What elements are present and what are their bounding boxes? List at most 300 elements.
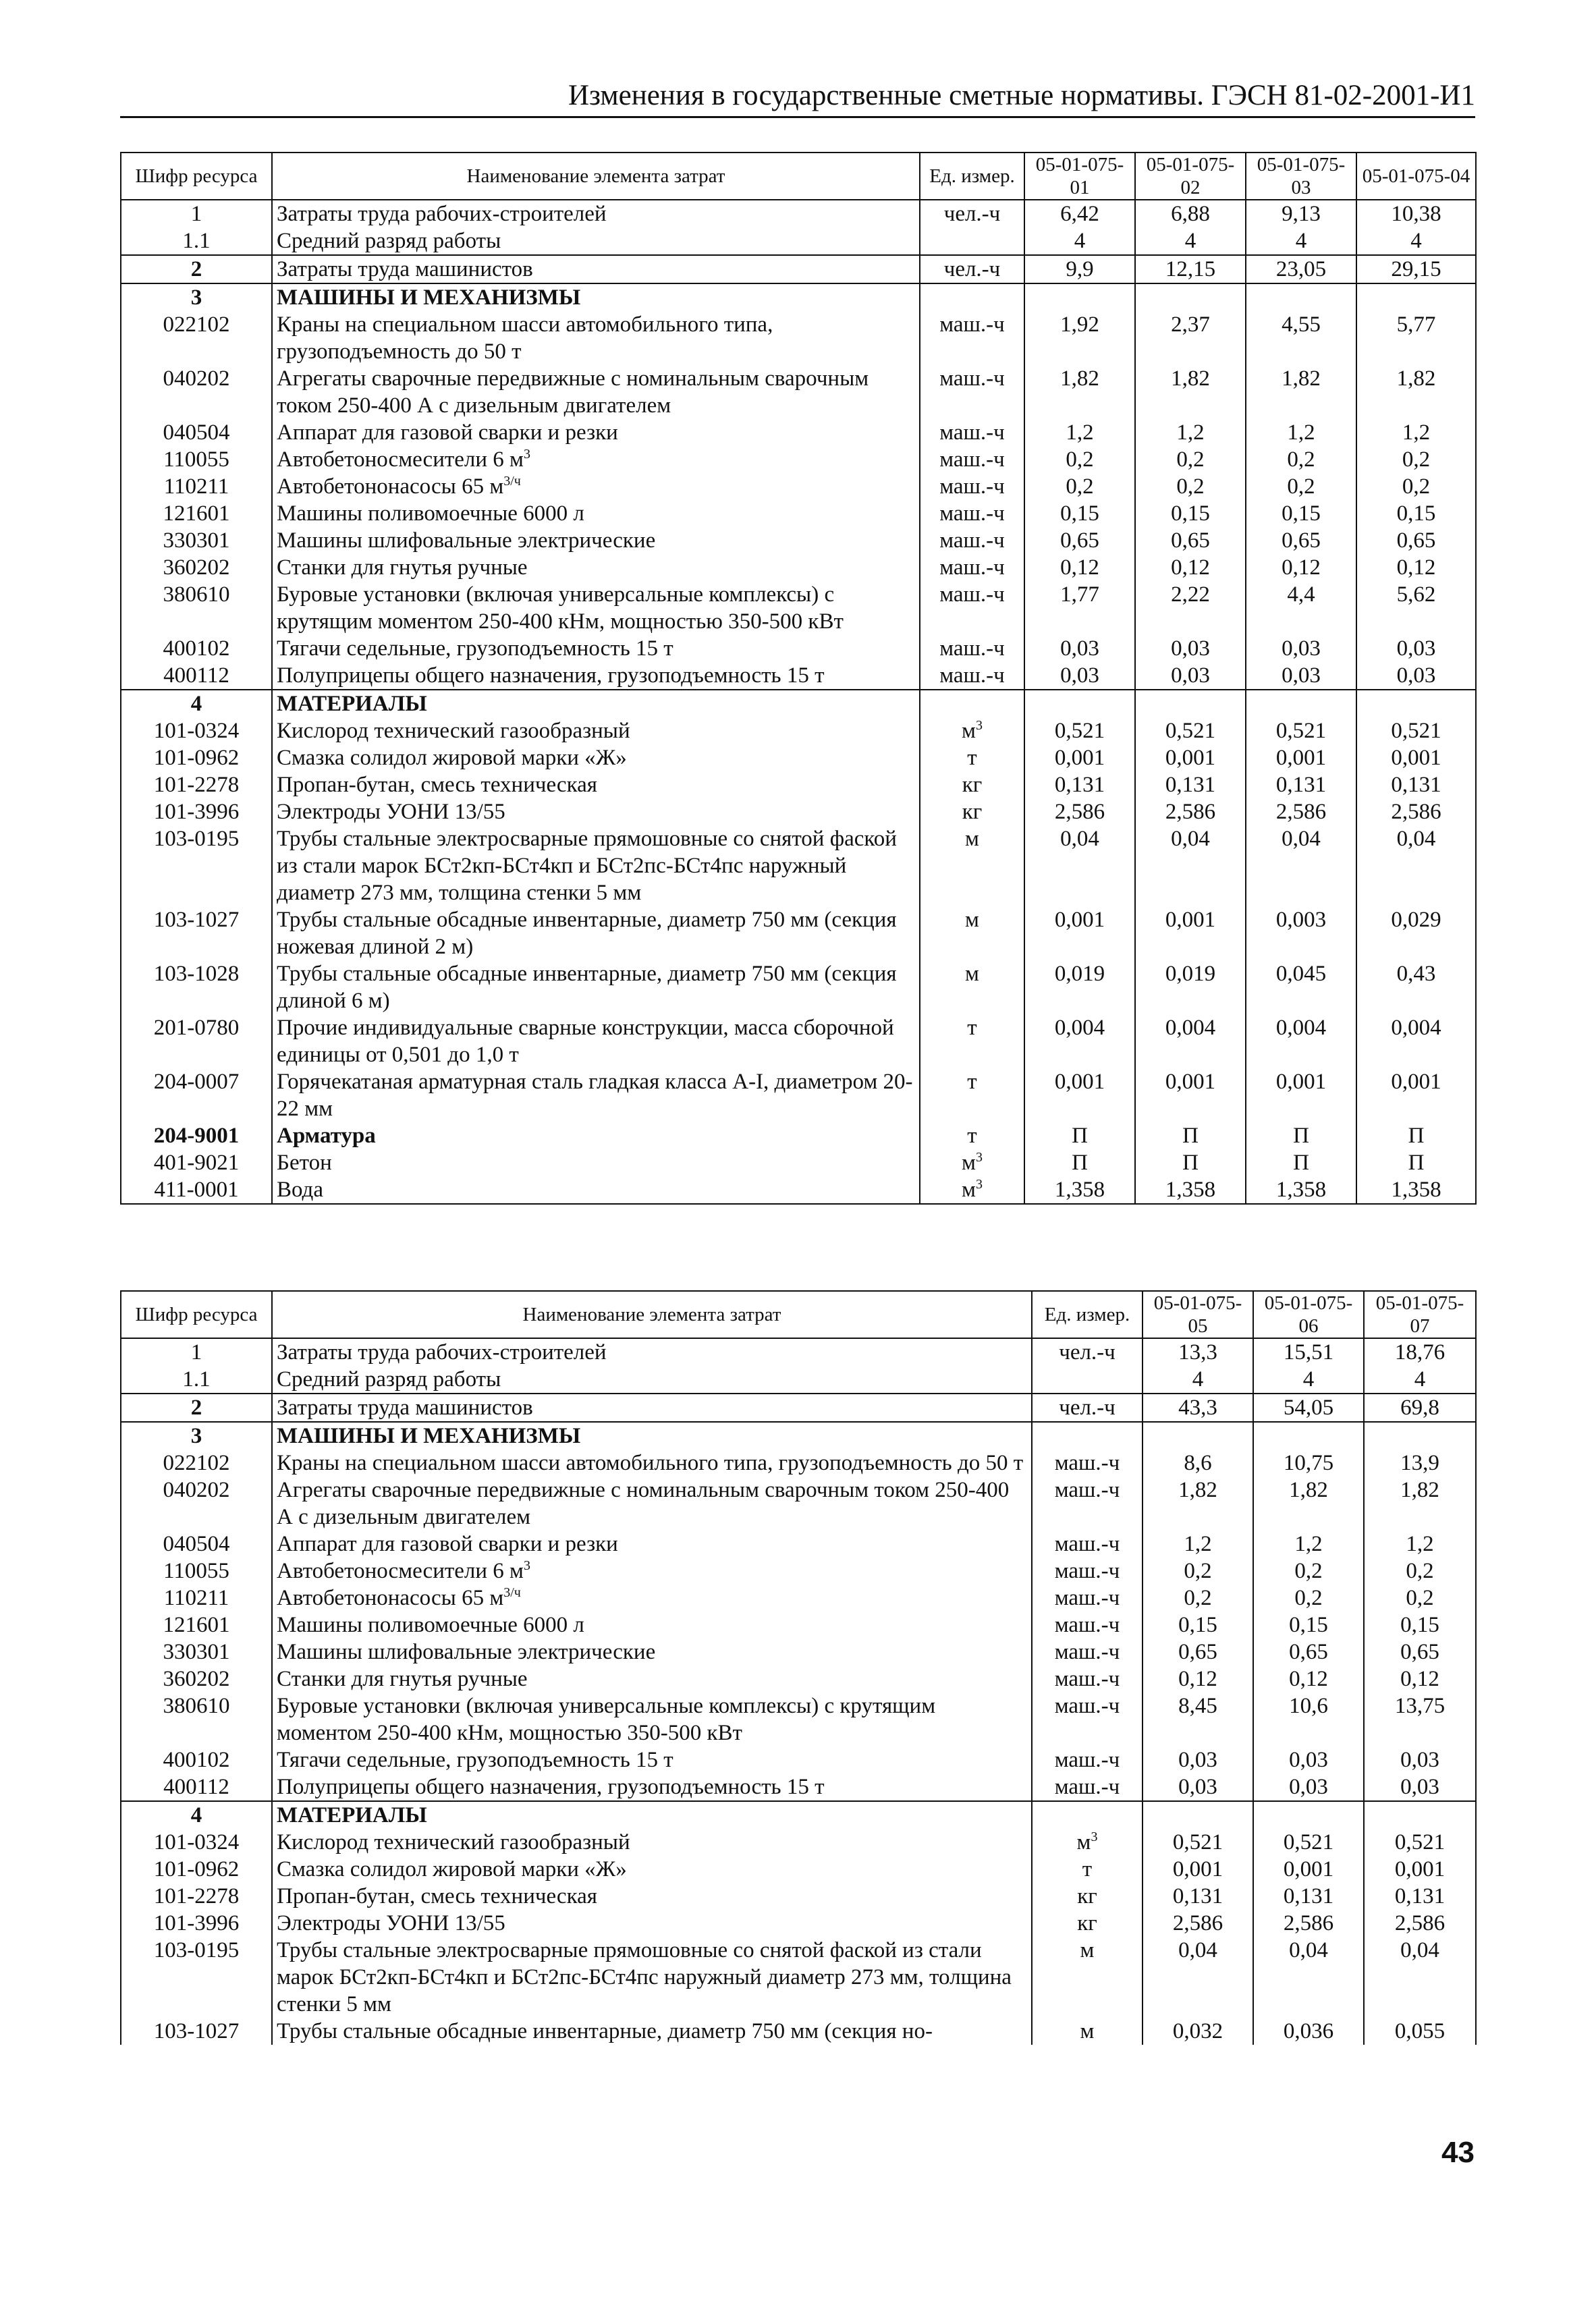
cell-code: 330301: [121, 1639, 272, 1666]
cell-value: 1,82: [1356, 365, 1476, 419]
table-row: [121, 1068, 1476, 1122]
cell-unit: м: [920, 960, 1024, 1014]
cell-unit: маш.-ч: [920, 554, 1024, 581]
cell-value: 0,019: [1135, 960, 1246, 1014]
cell-code: 1: [121, 200, 272, 227]
cell-code: 110055: [121, 1558, 272, 1585]
table-row: [121, 825, 1476, 906]
cell-code: 201-0780: [121, 1014, 272, 1068]
table-row: [121, 554, 1476, 581]
cell-code: 380610: [121, 581, 272, 635]
cell-unit: маш.-ч: [1032, 1773, 1143, 1801]
cell-value: 0,131: [1364, 1883, 1476, 1910]
cell-code: 204-0007: [121, 1068, 272, 1122]
cell-value: 0,12: [1024, 554, 1135, 581]
cell-value: 2,586: [1253, 1910, 1364, 1937]
cell-value: 5,62: [1356, 581, 1476, 635]
cell-value: 1,82: [1253, 1477, 1364, 1531]
cell-code: 101-0324: [121, 717, 272, 744]
table-row: [121, 1122, 1476, 1149]
cell-value: 0,001: [1135, 1068, 1246, 1122]
superscript: 3/ч: [503, 474, 521, 489]
cell-value: 0,019: [1024, 960, 1135, 1014]
table-row: [121, 1692, 1476, 1746]
cell-value: 2,586: [1356, 798, 1476, 825]
cell-code: 101-3996: [121, 1910, 272, 1937]
cell-value: 0,055: [1364, 2018, 1476, 2045]
col-header-norm: 05-01-075-03: [1246, 153, 1356, 200]
cell-name: Бетон: [272, 1149, 920, 1176]
cell-value: 6,42: [1024, 200, 1135, 227]
cell-value: 0,003: [1246, 906, 1356, 960]
cell-value: 0,15: [1246, 500, 1356, 527]
cell-value: 0,12: [1253, 1666, 1364, 1692]
cell-name: Краны на специальном шасси автомобильного типа, грузоподъемность до 50 т: [272, 311, 920, 365]
cell-code: 110055: [121, 446, 272, 473]
cell-unit: маш.-ч: [920, 635, 1024, 662]
table-row: [121, 717, 1476, 744]
table-row: [121, 798, 1476, 825]
cell-unit: т: [920, 1014, 1024, 1068]
superscript: 3/ч: [503, 1585, 521, 1600]
cell-code: 400112: [121, 662, 272, 690]
table-row: [121, 1746, 1476, 1773]
table-row: [121, 1450, 1476, 1477]
cell-value: 4: [1356, 227, 1476, 255]
superscript: 3: [975, 718, 983, 733]
cell-unit: кг: [920, 771, 1024, 798]
cell-code: 4: [121, 1801, 272, 1829]
cell-value: 0,04: [1135, 825, 1246, 906]
cell-code: 040202: [121, 1477, 272, 1531]
cell-name: Затраты труда машинистов: [272, 255, 920, 283]
cell-unit: кг: [1032, 1910, 1143, 1937]
table-row: [121, 1014, 1476, 1068]
superscript: 3: [1091, 1829, 1098, 1844]
cell-value: 0,001: [1024, 744, 1135, 771]
table-row: [121, 500, 1476, 527]
cell-value: 13,3: [1143, 1338, 1253, 1366]
cell-value: 1,82: [1135, 365, 1246, 419]
table-row: [121, 906, 1476, 960]
superscript: 3: [523, 1558, 530, 1573]
cell-value: 0,521: [1253, 1829, 1364, 1856]
cell-value: 9,13: [1246, 200, 1356, 227]
cell-value: 0,12: [1356, 554, 1476, 581]
cell-unit-text: м: [1076, 1830, 1091, 1854]
cell-value: 0,2: [1356, 473, 1476, 500]
col-header-code: Шифр ресурса: [121, 1291, 272, 1338]
cell-value: 0,2: [1364, 1558, 1476, 1585]
cell-value: 0,2: [1135, 473, 1246, 500]
cell-name: Кислород технический газообразный: [272, 1829, 1032, 1856]
cell-value: 69,8: [1364, 1394, 1476, 1422]
cell-value: 10,75: [1253, 1450, 1364, 1477]
cell-value: 0,04: [1253, 1937, 1364, 2018]
cell-value: 0,04: [1364, 1937, 1476, 2018]
cell-value: 0,15: [1356, 500, 1476, 527]
cell-value: 0,12: [1364, 1666, 1476, 1692]
cell-unit: кг: [920, 798, 1024, 825]
cell-name: Машины шлифовальные электрические: [272, 1639, 1032, 1666]
cell-value: 8,6: [1143, 1450, 1253, 1477]
cell-value: 4: [1253, 1366, 1364, 1394]
cell-value: 2,586: [1024, 798, 1135, 825]
cell-name: Машины поливомоечные 6000 л: [272, 500, 920, 527]
cell-name: Затраты труда рабочих-строителей: [272, 1338, 1032, 1366]
table-row: [121, 1558, 1476, 1585]
cell-code: 103-1027: [121, 2018, 272, 2045]
cell-name: Станки для гнутья ручные: [272, 1666, 1032, 1692]
cell-value: 0,2: [1143, 1585, 1253, 1612]
resource-table-2: [120, 1290, 1477, 2045]
cell-value: 0,03: [1135, 662, 1246, 690]
table-row: [121, 1910, 1476, 1937]
cell-value: 43,3: [1143, 1394, 1253, 1422]
cell-code: 103-0195: [121, 1937, 272, 2018]
cell-name-text: Автобетононасосы 65 м: [277, 474, 504, 499]
section-title: МАТЕРИАЛЫ: [272, 690, 920, 717]
cell-value: 12,15: [1135, 255, 1246, 283]
table-row: [121, 1394, 1476, 1422]
cell-value: 0,03: [1364, 1746, 1476, 1773]
section-title: МАШИНЫ И МЕХАНИЗМЫ: [272, 1422, 1032, 1450]
table-row: [121, 1176, 1476, 1204]
cell-value: 0,004: [1356, 1014, 1476, 1068]
cell-name: Электроды УОНИ 13/55: [272, 798, 920, 825]
cell-code: 040202: [121, 365, 272, 419]
cell-code: 4: [121, 690, 272, 717]
cell-unit: маш.-ч: [920, 473, 1024, 500]
cell-unit-text: м: [962, 719, 976, 743]
cell-name: Агрегаты сварочные передвижные с номинальным сварочным током 250-400 А с дизельным двигателем: [272, 365, 920, 419]
cell-unit: м: [1032, 2018, 1143, 2045]
cell-value: 0,521: [1364, 1829, 1476, 1856]
cell-value: 0,004: [1246, 1014, 1356, 1068]
superscript: 3: [975, 1150, 983, 1165]
cell-value: 1,82: [1143, 1477, 1253, 1531]
table-row: [121, 744, 1476, 771]
cell-name: Трубы стальные электросварные прямошовные со снятой фаской из стали марок БСт2кп-БСт4кп и БСт2пс-БСт4пс наружный диаметр 273 мм, толщина стенки 5 мм: [272, 825, 920, 906]
section-heading-row: [121, 1422, 1476, 1450]
cell-value: 0,004: [1135, 1014, 1246, 1068]
cell-value: 1,82: [1364, 1477, 1476, 1531]
cell-value: 4: [1135, 227, 1246, 255]
cell-code: 121601: [121, 1612, 272, 1639]
col-header-norm: 05-01-075-02: [1135, 153, 1246, 200]
cell-name: Затраты труда рабочих-строителей: [272, 200, 920, 227]
cell-value: 0,03: [1364, 1773, 1476, 1801]
col-header-name: Наименование элемента затрат: [272, 1291, 1032, 1338]
cell-unit-text: м: [962, 1178, 976, 1202]
cell-value: 10,38: [1356, 200, 1476, 227]
cell-name-text: Автобетоносмесители 6 м: [277, 447, 524, 472]
table-row: [121, 1829, 1476, 1856]
cell-code: 380610: [121, 1692, 272, 1746]
cell-value: 1,2: [1024, 419, 1135, 446]
cell-unit: маш.-ч: [920, 311, 1024, 365]
cell-unit: т: [920, 1068, 1024, 1122]
cell-value: 0,032: [1143, 2018, 1253, 2045]
col-header-norm: 05-01-075-04: [1356, 153, 1476, 200]
table-row: [121, 635, 1476, 662]
cell-value: 1,2: [1356, 419, 1476, 446]
cell-value: 1,2: [1364, 1531, 1476, 1558]
cell-name: [272, 1585, 1032, 1612]
cell-name: Средний разряд работы: [272, 1366, 1032, 1394]
cell-unit: [920, 717, 1024, 744]
cell-value: 0,521: [1135, 717, 1246, 744]
cell-name: Полуприцепы общего назначения, грузоподъемность 15 т: [272, 1773, 1032, 1801]
cell-value: 0,03: [1356, 662, 1476, 690]
cell-value: П: [1246, 1149, 1356, 1176]
table-header-row: [121, 1291, 1476, 1338]
cell-name: Смазка солидол жировой марки «Ж»: [272, 744, 920, 771]
table-row: [121, 581, 1476, 635]
cell-value: 1,2: [1253, 1531, 1364, 1558]
cell-value: 0,2: [1253, 1558, 1364, 1585]
cell-value: 0,12: [1246, 554, 1356, 581]
cell-unit: [920, 227, 1024, 255]
cell-name: Краны на специальном шасси автомобильного типа, грузоподъемность до 50 т: [272, 1450, 1032, 1477]
cell-value: П: [1024, 1149, 1135, 1176]
cell-name: Горячекатаная арматурная сталь гладкая класса А-I, диаметром 20-22 мм: [272, 1068, 920, 1122]
cell-unit: т: [1032, 1856, 1143, 1883]
cell-value: 8,45: [1143, 1692, 1253, 1746]
cell-name: Вода: [272, 1176, 920, 1204]
cell-name: Машины поливомоечные 6000 л: [272, 1612, 1032, 1639]
cell-code: 110211: [121, 473, 272, 500]
cell-value: 0,65: [1024, 527, 1135, 554]
table1-body: [121, 200, 1476, 1204]
cell-value: 0,001: [1135, 744, 1246, 771]
cell-name: Полуприцепы общего назначения, грузоподъемность 15 т: [272, 662, 920, 690]
cell-value: 0,131: [1356, 771, 1476, 798]
cell-name: Пропан-бутан, смесь техническая: [272, 771, 920, 798]
cell-unit: чел.-ч: [920, 255, 1024, 283]
cell-value: 0,001: [1135, 906, 1246, 960]
col-header-norm: 05-01-075-06: [1253, 1291, 1364, 1338]
cell-code: 360202: [121, 1666, 272, 1692]
section-heading-row: [121, 283, 1476, 311]
cell-unit: кг: [1032, 1883, 1143, 1910]
section-heading-row: [121, 1801, 1476, 1829]
cell-value: 0,12: [1143, 1666, 1253, 1692]
cell-name: Станки для гнутья ручные: [272, 554, 920, 581]
table-row: [121, 1338, 1476, 1366]
cell-unit: т: [920, 1122, 1024, 1149]
table-row: [121, 1585, 1476, 1612]
cell-unit: маш.-ч: [1032, 1450, 1143, 1477]
cell-unit: маш.-ч: [920, 527, 1024, 554]
cell-value: 0,15: [1253, 1612, 1364, 1639]
cell-value: 0,131: [1024, 771, 1135, 798]
cell-value: 2,586: [1135, 798, 1246, 825]
cell-name: Трубы стальные электросварные прямошовные со снятой фаской из стали марок БСт2кп-БСт4кп и БСт2пс-БСт4пс наружный диаметр 273 мм, толщина стенки 5 мм: [272, 1937, 1032, 2018]
cell-unit: маш.-ч: [1032, 1639, 1143, 1666]
table-row: [121, 1477, 1476, 1531]
cell-code: 040504: [121, 419, 272, 446]
cell-value: 1,358: [1246, 1176, 1356, 1204]
cell-unit: маш.-ч: [920, 446, 1024, 473]
table-row: [121, 1639, 1476, 1666]
cell-value: 29,15: [1356, 255, 1476, 283]
cell-name: Электроды УОНИ 13/55: [272, 1910, 1032, 1937]
cell-value: 1,82: [1246, 365, 1356, 419]
cell-value: 0,131: [1135, 771, 1246, 798]
cell-code: 330301: [121, 527, 272, 554]
cell-value: 0,2: [1253, 1585, 1364, 1612]
cell-value: 2,586: [1364, 1910, 1476, 1937]
cell-code: 101-2278: [121, 771, 272, 798]
cell-value: 1,2: [1246, 419, 1356, 446]
cell-unit: маш.-ч: [1032, 1558, 1143, 1585]
cell-value: 0,03: [1246, 635, 1356, 662]
cell-unit: чел.-ч: [1032, 1394, 1143, 1422]
col-header-norm: 05-01-075-01: [1024, 153, 1135, 200]
cell-unit: чел.-ч: [1032, 1338, 1143, 1366]
cell-value: 4: [1364, 1366, 1476, 1394]
cell-value: 2,586: [1143, 1910, 1253, 1937]
cell-name: Трубы стальные обсадные инвентарные, диаметр 750 мм (секция ножевая длиной 2 м): [272, 906, 920, 960]
table-row: [121, 1937, 1476, 2018]
cell-code: 022102: [121, 1450, 272, 1477]
cell-value: П: [1024, 1122, 1135, 1149]
cell-value: 0,2: [1024, 446, 1135, 473]
cell-name: [272, 473, 920, 500]
cell-unit: м: [920, 906, 1024, 960]
cell-value: 0,001: [1024, 1068, 1135, 1122]
cell-name: Кислород технический газообразный: [272, 717, 920, 744]
cell-unit: м: [1032, 1937, 1143, 2018]
cell-value: 1,2: [1135, 419, 1246, 446]
cell-code: 3: [121, 283, 272, 311]
cell-code: 101-3996: [121, 798, 272, 825]
cell-value: 0,65: [1135, 527, 1246, 554]
cell-value: 0,131: [1143, 1883, 1253, 1910]
cell-value: 0,001: [1356, 744, 1476, 771]
table-row: [121, 771, 1476, 798]
superscript: 3: [975, 1177, 983, 1192]
cell-name: Смазка солидол жировой марки «Ж»: [272, 1856, 1032, 1883]
table-row: [121, 2018, 1476, 2045]
cell-value: 2,37: [1135, 311, 1246, 365]
cell-value: 6,88: [1135, 200, 1246, 227]
cell-value: 0,04: [1024, 825, 1135, 906]
cell-value: 18,76: [1364, 1338, 1476, 1366]
cell-value: П: [1135, 1149, 1246, 1176]
cell-value: 0,15: [1143, 1612, 1253, 1639]
cell-code: 360202: [121, 554, 272, 581]
cell-unit: чел.-ч: [920, 200, 1024, 227]
cell-value: 0,43: [1356, 960, 1476, 1014]
cell-unit: маш.-ч: [920, 365, 1024, 419]
table-row: [121, 1366, 1476, 1394]
cell-code: 2: [121, 1394, 272, 1422]
cell-value: 0,2: [1135, 446, 1246, 473]
cell-value: 0,03: [1135, 635, 1246, 662]
table-row: [121, 311, 1476, 365]
cell-value: 2,22: [1135, 581, 1246, 635]
cell-code: 400112: [121, 1773, 272, 1801]
cell-name: [272, 1558, 1032, 1585]
table-row: [121, 227, 1476, 255]
cell-unit: маш.-ч: [920, 419, 1024, 446]
cell-code: 110211: [121, 1585, 272, 1612]
col-header-norm: 05-01-075-07: [1364, 1291, 1476, 1338]
cell-unit: маш.-ч: [1032, 1746, 1143, 1773]
cell-value: 0,2: [1143, 1558, 1253, 1585]
page-number: 43: [1441, 2136, 1475, 2169]
table-row: [121, 960, 1476, 1014]
cell-value: 1,82: [1024, 365, 1135, 419]
cell-value: 0,004: [1024, 1014, 1135, 1068]
cell-code: 3: [121, 1422, 272, 1450]
cell-name: Прочие индивидуальные сварные конструкции, масса сборочной единицы от 0,501 до 1,0 т: [272, 1014, 920, 1068]
cell-code: 1.1: [121, 227, 272, 255]
cell-value: 0,03: [1253, 1746, 1364, 1773]
cell-value: 0,521: [1356, 717, 1476, 744]
cell-value: 4,55: [1246, 311, 1356, 365]
cell-value: 0,03: [1024, 635, 1135, 662]
resource-table-1: [120, 152, 1477, 1205]
cell-name: Трубы стальные обсадные инвентарные, диаметр 750 мм (секция длиной 6 м): [272, 960, 920, 1014]
cell-name: Тягачи седельные, грузоподъемность 15 т: [272, 635, 920, 662]
cell-name: Буровые установки (включая универсальные комплексы) с крутящим моментом 250-400 кНм, мощностью 350-500 кВт: [272, 1692, 1032, 1746]
cell-unit: маш.-ч: [920, 500, 1024, 527]
cell-value: 0,03: [1143, 1746, 1253, 1773]
cell-value: 0,521: [1246, 717, 1356, 744]
cell-value: 4: [1246, 227, 1356, 255]
cell-value: 23,05: [1246, 255, 1356, 283]
cell-code: 101-0962: [121, 744, 272, 771]
cell-value: 0,04: [1246, 825, 1356, 906]
cell-value: 4,4: [1246, 581, 1356, 635]
cell-name: Трубы стальные обсадные инвентарные, диаметр 750 мм (секция но-: [272, 2018, 1032, 2045]
col-header-name: Наименование элемента затрат: [272, 153, 920, 200]
running-header: [120, 74, 1475, 118]
cell-value: 0,001: [1364, 1856, 1476, 1883]
cell-value: 5,77: [1356, 311, 1476, 365]
cell-name: Тягачи седельные, грузоподъемность 15 т: [272, 1746, 1032, 1773]
cell-value: 0,65: [1356, 527, 1476, 554]
cell-unit: [920, 1149, 1024, 1176]
cell-unit: маш.-ч: [920, 662, 1024, 690]
cell-value: 0,521: [1024, 717, 1135, 744]
cell-unit: т: [920, 744, 1024, 771]
col-header-unit: Ед. измер.: [1032, 1291, 1143, 1338]
cell-code: 101-0324: [121, 1829, 272, 1856]
cell-unit: маш.-ч: [1032, 1585, 1143, 1612]
section-title: МАШИНЫ И МЕХАНИЗМЫ: [272, 283, 920, 311]
cell-value: П: [1356, 1149, 1476, 1176]
table-row: [121, 1883, 1476, 1910]
cell-value: 2,586: [1246, 798, 1356, 825]
cell-value: 0,029: [1356, 906, 1476, 960]
cell-name: [272, 446, 920, 473]
cell-value: 0,001: [1246, 744, 1356, 771]
cell-name-text: Автобетоносмесители 6 м: [277, 1559, 524, 1583]
table-header-row: [121, 153, 1476, 200]
cell-code: 103-1028: [121, 960, 272, 1014]
cell-value: 0,2: [1246, 473, 1356, 500]
cell-value: 13,75: [1364, 1692, 1476, 1746]
table-row: [121, 446, 1476, 473]
col-header-unit: Ед. измер.: [920, 153, 1024, 200]
cell-unit: маш.-ч: [1032, 1477, 1143, 1531]
cell-code: 101-2278: [121, 1883, 272, 1910]
cell-value: 0,131: [1253, 1883, 1364, 1910]
